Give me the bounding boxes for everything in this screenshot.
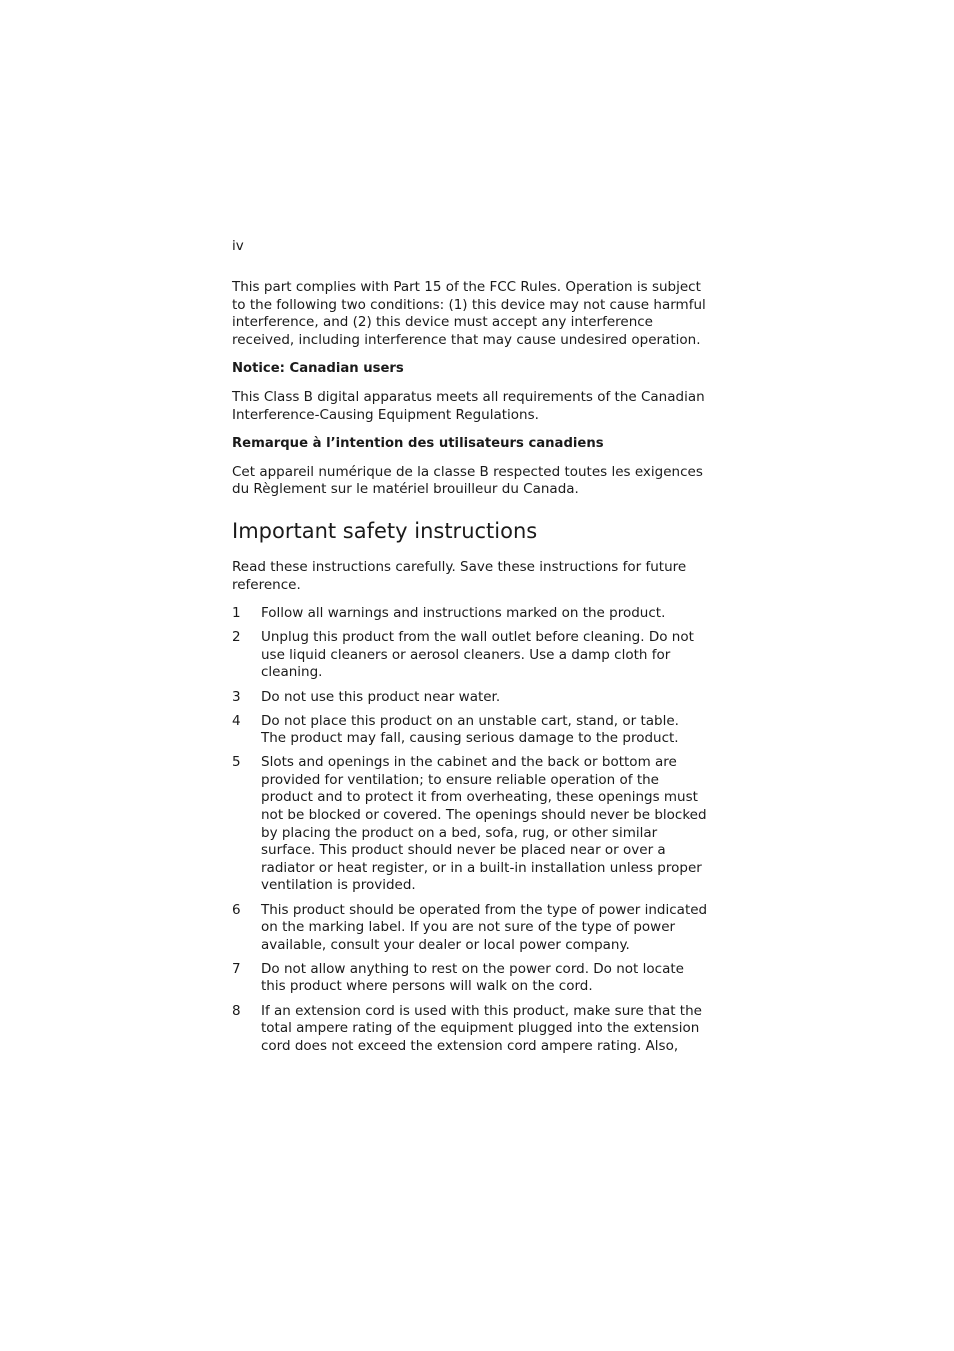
list-item-number: 3 bbox=[232, 688, 241, 705]
notice-canadian-text: This Class B digital apparatus meets all requirements of the Canadian Interference-Causing Equipment Regulations. bbox=[232, 388, 705, 423]
list-item-number: 2 bbox=[232, 629, 241, 646]
list-item bbox=[232, 961, 708, 996]
list-item-text: Follow all warnings and instructions marked on the product. bbox=[261, 605, 666, 622]
list-item bbox=[232, 902, 708, 955]
page-number: iv bbox=[232, 238, 244, 254]
safety-intro: Read these instructions carefully. Save these instructions for future reference. bbox=[232, 558, 687, 593]
notice-canadian-heading: Notice: Canadian users bbox=[232, 361, 404, 377]
list-item-text: Do not allow anything to rest on the power cord. Do not locate this product where persons will walk on the cord. bbox=[261, 960, 684, 995]
remarque-canadiens-text: Cet appareil numérique de la classe B respected toutes les exigences du Règlement sur le matériel brouilleur du Canada. bbox=[232, 463, 703, 498]
remarque-canadiens-heading: Remarque à l’intention des utilisateurs canadiens bbox=[232, 436, 604, 452]
list-item-number: 8 bbox=[232, 1002, 241, 1019]
document-body bbox=[232, 279, 708, 1062]
list-item bbox=[232, 605, 708, 623]
list-item bbox=[232, 754, 708, 895]
list-item-text: Do not use this product near water. bbox=[261, 688, 501, 705]
safety-section-title: Important safety instructions bbox=[232, 518, 538, 543]
list-item bbox=[232, 1003, 708, 1056]
list-item-number: 7 bbox=[232, 960, 241, 977]
list-item-number: 1 bbox=[232, 605, 241, 622]
list-item-text: Do not place this product on an unstable cart, stand, or table. The product may fall, causing serious damage to the product. bbox=[261, 712, 679, 747]
list-item-text: If an extension cord is used with this product, make sure that the total ampere rating of the equipment plugged into the extension cord does not exceed the extension cord ampere rating. Also, bbox=[261, 1002, 702, 1054]
list-item bbox=[232, 713, 708, 748]
list-item-number: 5 bbox=[232, 754, 241, 771]
list-item-text: Slots and openings in the cabinet and the back or bottom are provided for ventilation; to ensure reliable operation of the product and to protect it from overheating, these openings must not be blocked or covered. The openings should never be blocked by placing the product on a bed, sofa, rug, or other similar surface. This product should never be placed near or over a radiator or heat register, or in a built-in installation unless proper ventilation is provided. bbox=[261, 754, 707, 894]
safety-instructions-list bbox=[232, 605, 708, 1055]
list-item bbox=[232, 689, 708, 707]
list-item-text: This product should be operated from the type of power indicated on the marking label. If you are not sure of the type of power available, consult your dealer or local power company. bbox=[261, 901, 708, 953]
list-item bbox=[232, 629, 708, 682]
fcc-compliance-paragraph: This part complies with Part 15 of the FCC Rules. Operation is subject to the following two conditions: (1) this device may not cause harmful interference, and (2) this device must accept any interference received, including interference that may cause undesired operation. bbox=[232, 279, 706, 348]
list-item-number: 4 bbox=[232, 712, 241, 729]
list-item-number: 6 bbox=[232, 901, 241, 918]
list-item-text: Unplug this product from the wall outlet before cleaning. Do not use liquid cleaners or aerosol cleaners. Use a damp cloth for cleaning. bbox=[261, 629, 694, 681]
